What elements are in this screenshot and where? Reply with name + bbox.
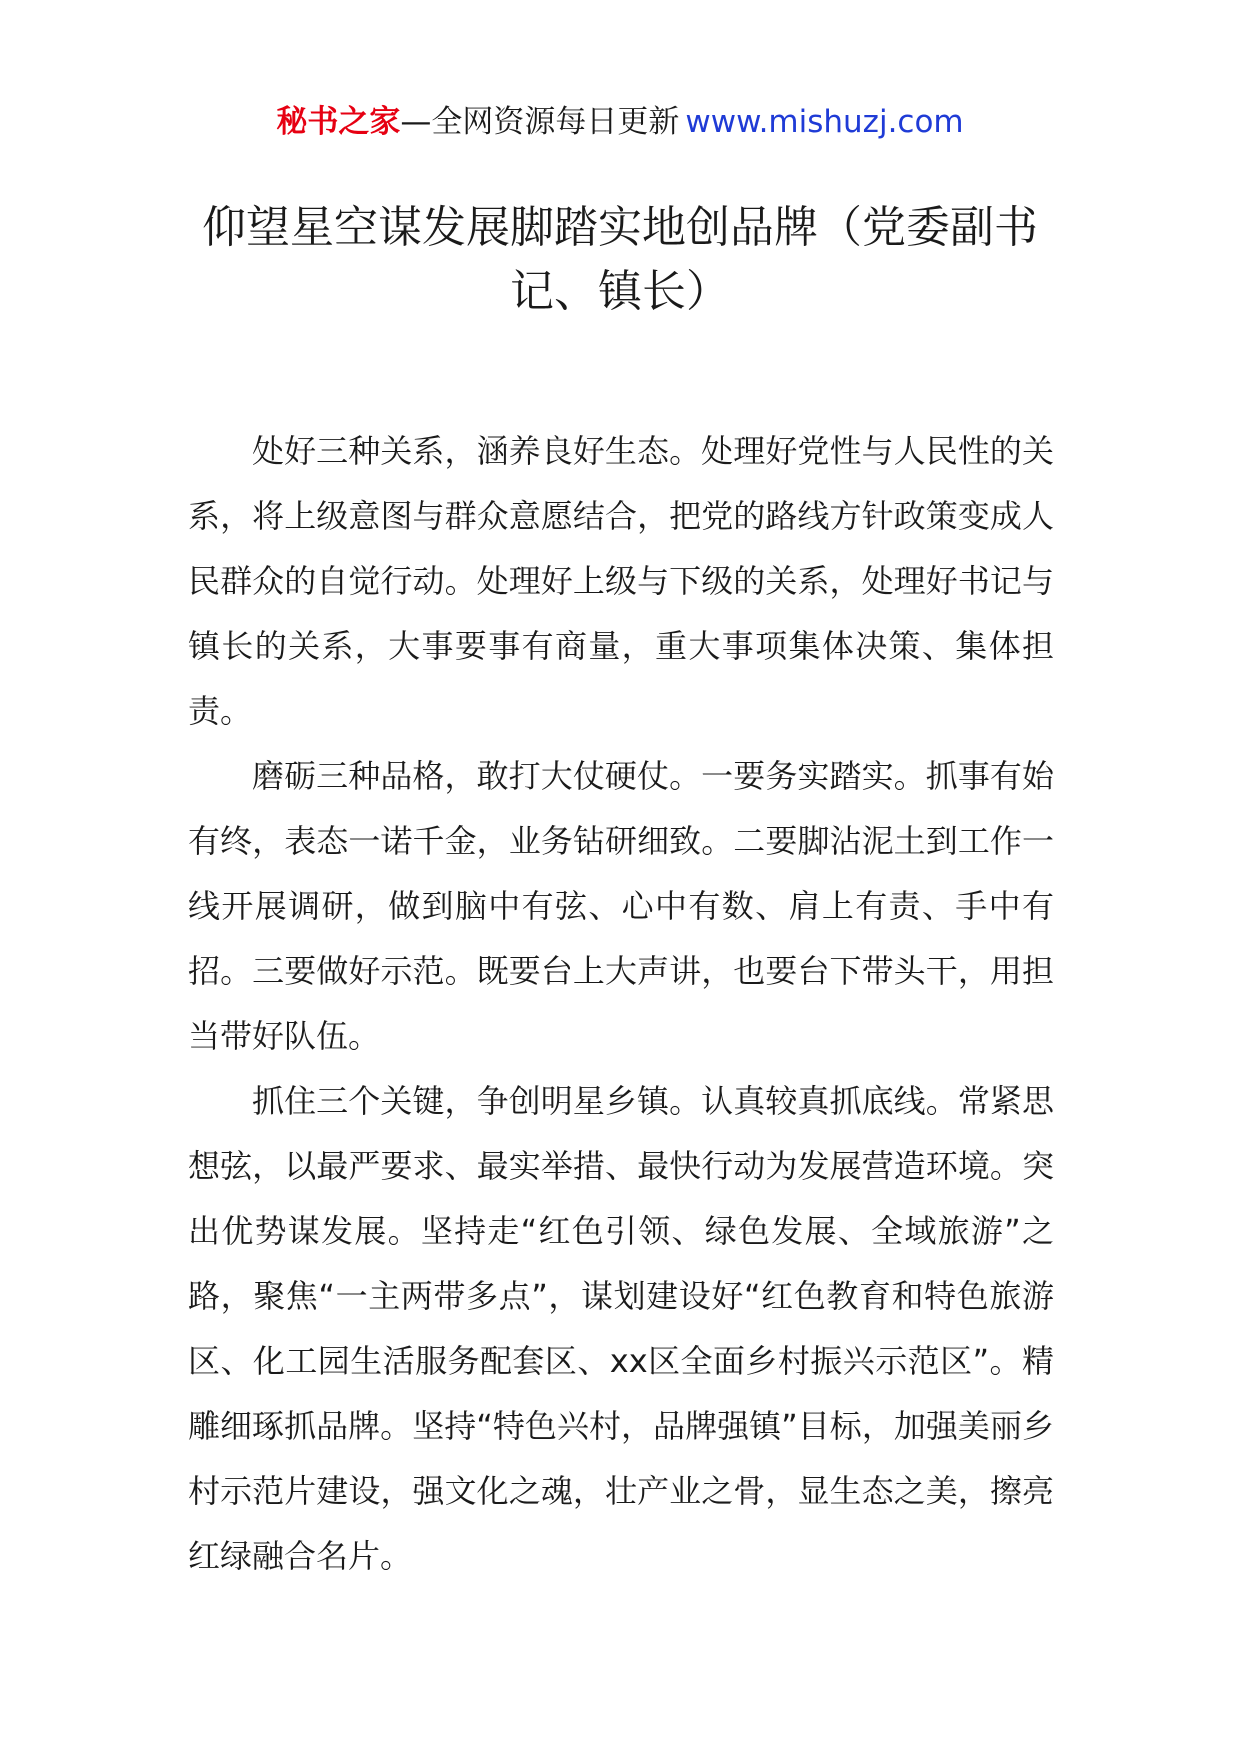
site-url-link[interactable]: www.mishuzj.com <box>685 104 964 140</box>
site-header <box>0 100 1240 144</box>
paragraph: 处好三种关系，涵养良好生态。处理好党性与人民性的关系，将上级意图与群众意愿结合，把党的路线方针政策变成人民群众的自觉行动。处理好上级与下级的关系，处理好书记与镇长的关系，大事要事有商量，重大事项集体决策、集体担责。 <box>188 432 1054 730</box>
site-brand: 秘书之家 <box>276 104 401 140</box>
document-body <box>188 419 1054 1589</box>
paragraph: 磨砺三种品格，敢打大仗硬仗。一要务实踏实。抓事有始有终，表态一诺千金，业务钻研细致。二要脚沾泥土到工作一线开展调研，做到脑中有弦、心中有数、肩上有责、手中有招。三要做好示范。既要台上大声讲，也要台下带头干，用担当带好队伍。 <box>188 757 1054 1055</box>
site-tagline: —全网资源每日更新 <box>400 104 680 140</box>
document-title: 仰望星空谋发展脚踏实地创品牌（党委副书记、镇长） <box>202 202 1038 317</box>
paragraph: 抓住三个关键，争创明星乡镇。认真较真抓底线。常紧思想弦，以最严要求、最实举措、最快行动为发展营造环境。突出优势谋发展。坚持走“红色引领、绿色发展、全域旅游”之路，聚焦“一主两带多点”，谋划建设好“红色教育和特色旅游区、化工园生活服务配套区、xx区全面乡村振兴示范区”。精雕细琢抓品牌。坚持“特色兴村，品牌强镇”目标，加强美丽乡村示范片建设，强文化之魂，壮产业之骨，显生态之美，擦亮红绿融合名片。 <box>188 1082 1054 1575</box>
